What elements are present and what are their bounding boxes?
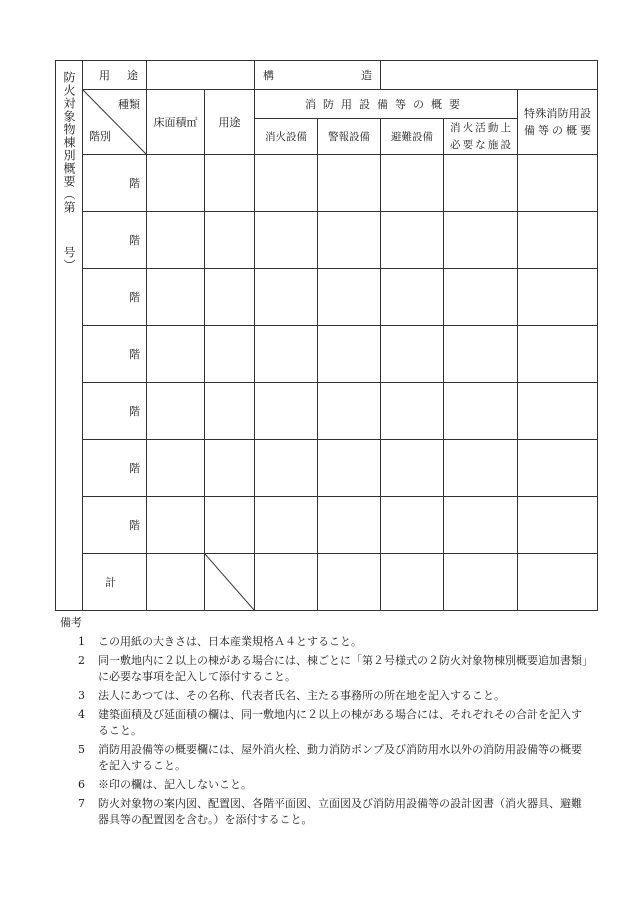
total-row	[56, 554, 598, 611]
table-row	[56, 497, 598, 554]
note-item	[78, 653, 590, 685]
input-cell[interactable]	[318, 497, 381, 554]
usage-label	[83, 61, 147, 90]
input-cell[interactable]	[444, 269, 518, 326]
notes-title: 備考	[60, 616, 82, 629]
structure-input[interactable]	[381, 61, 598, 90]
label-char: 途	[127, 69, 138, 82]
structure-label-text	[255, 67, 380, 83]
input-cell[interactable]	[147, 497, 205, 554]
input-cell[interactable]	[381, 440, 444, 497]
floor-label: 階別	[89, 130, 111, 143]
note-item	[78, 742, 590, 774]
side-title-a: 防火対象物棟別概要（第	[62, 71, 76, 214]
category-floor-header	[83, 90, 147, 155]
label-char: 用	[99, 69, 110, 82]
note-text: この用紙の大きさは、日本産業規格Ａ４とすること。	[98, 635, 362, 648]
input-cell[interactable]	[147, 440, 205, 497]
notes-section	[60, 615, 590, 831]
note-number: 1	[78, 635, 85, 648]
input-cell[interactable]	[255, 269, 318, 326]
input-cell[interactable]	[255, 497, 318, 554]
input-cell[interactable]	[147, 155, 205, 212]
input-cell[interactable]	[205, 155, 255, 212]
input-cell[interactable]	[444, 440, 518, 497]
category-label: 種類	[118, 98, 140, 111]
input-cell[interactable]	[518, 440, 598, 497]
total-usage-crossed-cell	[205, 554, 255, 611]
note-item	[78, 707, 590, 739]
input-cell[interactable]	[255, 383, 318, 440]
total-label: 計	[83, 554, 147, 611]
floor-row-label: 階	[83, 383, 147, 440]
usage-label-text	[91, 67, 146, 83]
input-cell[interactable]	[147, 383, 205, 440]
input-cell[interactable]	[318, 326, 381, 383]
note-item	[78, 796, 590, 828]
floor-row-label: 階	[83, 497, 147, 554]
side-title	[56, 61, 83, 611]
input-cell[interactable]	[518, 269, 598, 326]
input-cell[interactable]	[318, 155, 381, 212]
input-cell[interactable]	[444, 326, 518, 383]
label-char: 造	[361, 69, 372, 82]
note-item	[78, 688, 590, 704]
evacuation-equipment-header: 避難設備	[381, 119, 444, 155]
note-number: 3	[78, 689, 85, 702]
input-cell[interactable]	[518, 155, 598, 212]
input-cell[interactable]	[318, 440, 381, 497]
input-cell[interactable]	[518, 497, 598, 554]
diagonal-line	[205, 554, 254, 610]
input-cell[interactable]	[444, 554, 518, 611]
alarm-equipment-header: 警報設備	[318, 119, 381, 155]
note-text: ※印の欄は、記入しないこと。	[98, 778, 252, 791]
input-cell[interactable]	[518, 554, 598, 611]
input-cell[interactable]	[205, 326, 255, 383]
firefighting-facilities-header: 消火活動上必要な施設	[444, 119, 518, 155]
input-cell[interactable]	[318, 269, 381, 326]
input-cell[interactable]	[255, 440, 318, 497]
input-cell[interactable]	[147, 212, 205, 269]
input-cell[interactable]	[381, 212, 444, 269]
input-cell[interactable]	[255, 212, 318, 269]
table-row	[56, 440, 598, 497]
note-number: 5	[78, 743, 85, 756]
input-cell[interactable]	[381, 326, 444, 383]
input-cell[interactable]	[147, 269, 205, 326]
label-char: 構	[263, 69, 274, 82]
input-cell[interactable]	[318, 383, 381, 440]
special-equipment-header: 特殊消防用設備等の概要	[518, 90, 598, 155]
input-cell[interactable]	[147, 326, 205, 383]
floor-row-label: 階	[83, 155, 147, 212]
input-cell[interactable]	[444, 212, 518, 269]
input-cell[interactable]	[255, 326, 318, 383]
input-cell[interactable]	[518, 212, 598, 269]
input-cell[interactable]	[205, 383, 255, 440]
note-number: 2	[78, 654, 85, 667]
input-cell[interactable]	[318, 212, 381, 269]
floor-area-header: 床面積㎡	[147, 90, 205, 155]
note-number: 7	[78, 797, 85, 810]
usage-input[interactable]	[147, 61, 255, 90]
input-cell[interactable]	[518, 383, 598, 440]
input-cell[interactable]	[205, 212, 255, 269]
input-cell[interactable]	[444, 497, 518, 554]
input-cell[interactable]	[205, 269, 255, 326]
floor-row-label: 階	[83, 269, 147, 326]
input-cell[interactable]	[255, 155, 318, 212]
extinguishing-equipment-header: 消火設備	[255, 119, 318, 155]
input-cell[interactable]	[318, 554, 381, 611]
side-title-b: 号）	[62, 246, 76, 272]
usage-col-header: 用途	[205, 90, 255, 155]
table-row	[56, 155, 598, 212]
note-text: 建築面積及び延面積の欄は、同一敷地内に２以上の棟がある場合には、それぞれその合計を記入すること。	[98, 708, 582, 737]
note-text: 防火対象物の案内図、配置図、各階平面図、立面図及び消防用設備等の設計図書（消火器具、避難器具等の配置図を含む。）を添付すること。	[98, 797, 582, 826]
input-cell[interactable]	[444, 155, 518, 212]
floor-row-label: 階	[83, 326, 147, 383]
note-number: 4	[78, 708, 85, 721]
input-cell[interactable]	[205, 497, 255, 554]
input-cell[interactable]	[205, 440, 255, 497]
note-text: 同一敷地内に２以上の棟がある場合には、棟ごとに「第２号様式の２防火対象物棟別概要追加書類」に必要な事項を記入して添付すること。	[98, 654, 588, 683]
floor-row-label: 階	[83, 440, 147, 497]
fire-equipment-summary-header: 消防用設備等の概要	[255, 90, 518, 119]
input-cell[interactable]	[381, 269, 444, 326]
input-cell[interactable]	[381, 497, 444, 554]
input-cell[interactable]	[381, 383, 444, 440]
note-text: 法人にあつては、その名称、代表者氏名、主たる事務所の所在地を記入すること。	[98, 689, 505, 702]
note-item	[78, 634, 590, 650]
note-item	[78, 777, 590, 793]
note-text: 消防用設備等の概要欄には、屋外消火栓、動力消防ポンプ及び消防用水以外の消防用設備等の概要を記入すること。	[98, 743, 582, 772]
total-floor-area-input[interactable]	[147, 554, 205, 611]
note-number: 6	[78, 778, 85, 791]
input-cell[interactable]	[518, 326, 598, 383]
table-row	[56, 269, 598, 326]
input-cell[interactable]	[255, 554, 318, 611]
input-cell[interactable]	[444, 383, 518, 440]
input-cell[interactable]	[381, 554, 444, 611]
structure-label	[255, 61, 381, 90]
floor-row-label: 階	[83, 212, 147, 269]
table-row	[56, 212, 598, 269]
input-cell[interactable]	[381, 155, 444, 212]
table-row	[56, 383, 598, 440]
table-row	[56, 326, 598, 383]
building-summary-form	[55, 60, 598, 611]
